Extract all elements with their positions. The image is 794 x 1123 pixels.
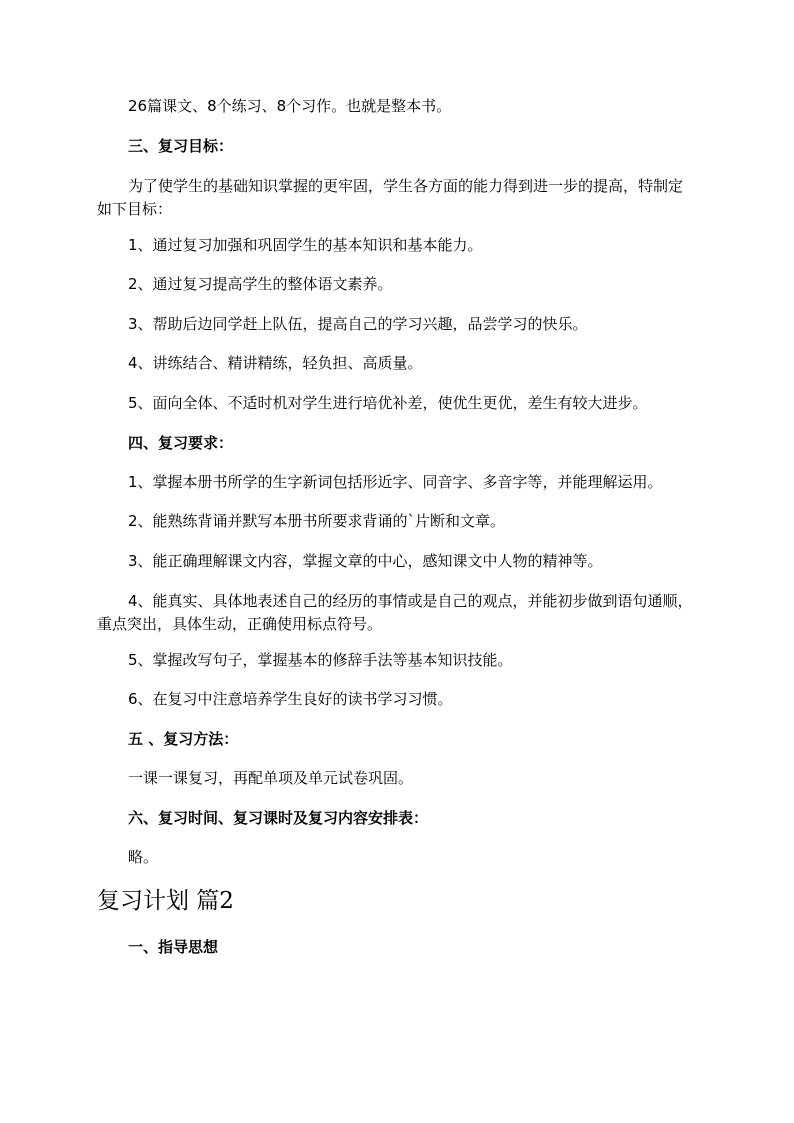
section3-item-5: 5、面向全体、不适时机对学生进行培优补差，使优生更优，差生有较大进步。: [128, 394, 648, 412]
section4-item-6: 6、在复习中注意培养学生良好的读书学习习惯。: [128, 690, 453, 708]
section5-text: 一课一课复习，再配单项及单元试卷巩固。: [128, 769, 414, 787]
section5-heading: 五 、复习方法：: [128, 730, 239, 748]
section3-item-3: 3、帮助后边同学赶上队伍，提高自己的学习兴趣，品尝学习的快乐。: [128, 315, 588, 333]
section4-item-5: 5、掌握改写句子，掌握基本的修辞手法等基本知识技能。: [128, 651, 513, 669]
section4-heading: 四、复习要求：: [128, 434, 234, 452]
part2-heading: 一、指导思想: [128, 938, 219, 956]
section4-item-2: 2、能熟练背诵并默写本册书所要求背诵的`片断和文章。: [128, 512, 506, 530]
section6-text: 略。: [128, 848, 159, 866]
section3-item-4: 4、讲练结合、精讲精练，轻负担、高质量。: [128, 354, 423, 372]
section4-item-3: 3、能正确理解课文内容，掌握文章的中心，感知课文中人物的精神等。: [128, 552, 603, 570]
section3-intro: 为了使学生的基础知识掌握的更牢固，学生各方面的能力得到进一步的提高，特制定如下目标：: [97, 177, 684, 218]
section4-item-4: 4、能真实、具体地表述自己的经历的事情或是自己的观点，并能初步做到语句通顺，重点突出，具体生动，正确使用标点符号。: [97, 592, 693, 633]
section4-item-1: 1、掌握本册书所学的生字新词包括形近字、同音字、多音字等，并能理解运用。: [128, 473, 663, 491]
section3-item-1: 1、通过复习加强和巩固学生的基本知识和基本能力。: [128, 236, 483, 254]
part2-title: 复习计划 篇2: [97, 888, 234, 914]
intro-line: 26篇课文、8个练习、8个习作。也就是整本书。: [128, 97, 452, 115]
section3-item-2: 2、通过复习提高学生的整体语文素养。: [128, 275, 393, 293]
section3-heading: 三、复习目标：: [128, 137, 234, 155]
section6-heading: 六、复习时间、复习课时及复习内容安排表：: [128, 809, 429, 827]
